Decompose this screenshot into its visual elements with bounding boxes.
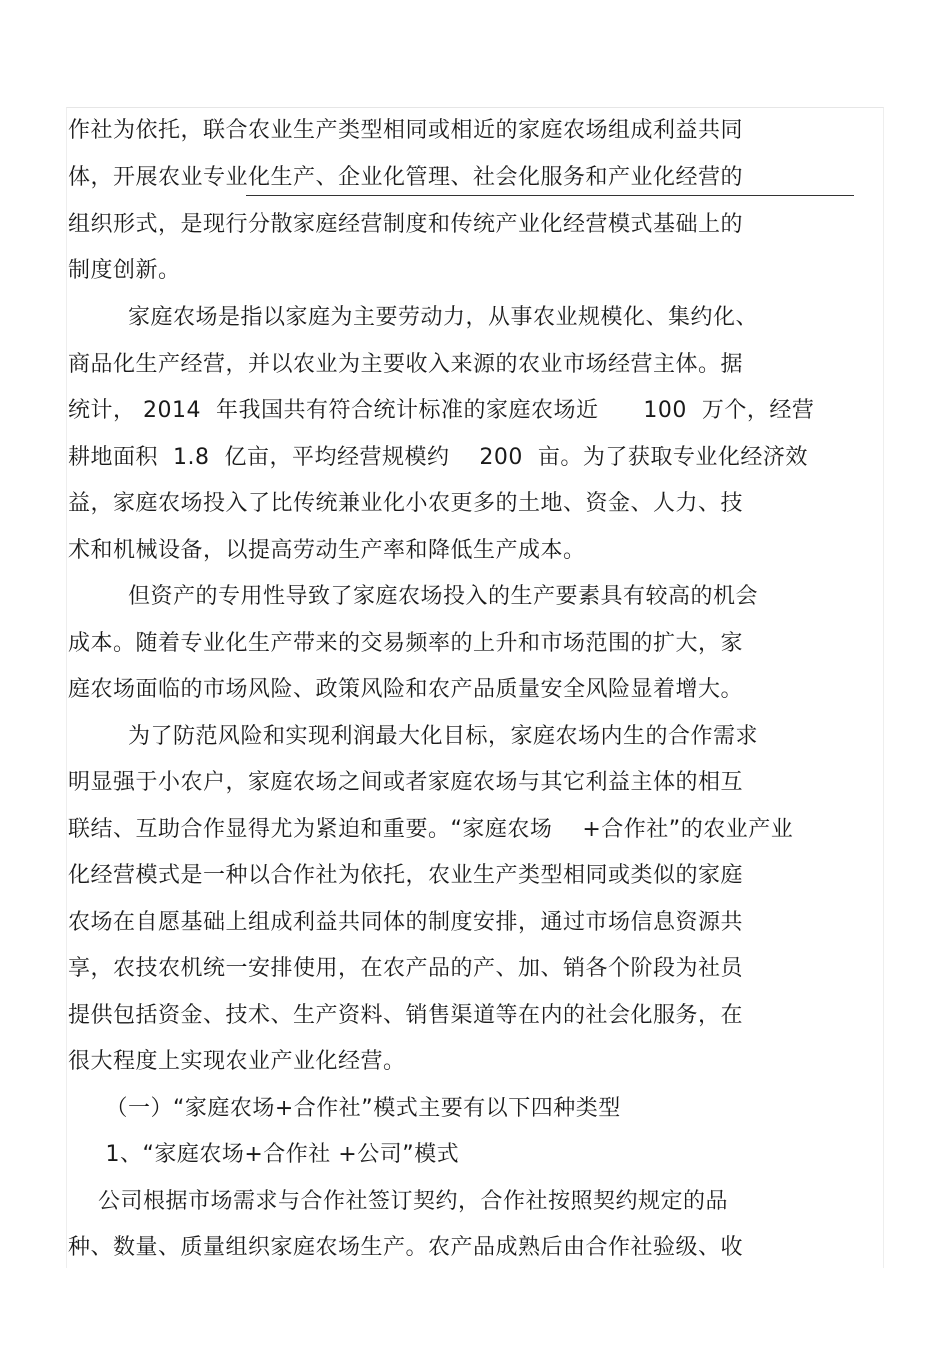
text-line: 制度创新。 [68,258,181,283]
text-line: 益，家庭农场投入了比传统兼业化小农更多的土地、资金、人力、技 [68,491,744,516]
text-line: 成本。随着专业化生产带来的交易频率的上升和市场范围的扩大，家 [68,631,744,656]
text-line: 统计， 2014 年我国共有符合统计标准的家庭农场近 100 万个，经营 [68,398,815,423]
text-line: 种、数量、质量组织家庭农场生产。农产品成熟后由合作社验级、收 [68,1235,744,1260]
text-line: 体，开展农业专业化生产、企业化管理、社会化服务和产业化经营的 [68,165,744,190]
text-line: 术和机械设备，以提高劳动生产率和降低生产成本。 [68,538,586,563]
section-heading: （一）“家庭农场+合作社”模式主要有以下四种类型 [68,1096,621,1121]
text-line: 家庭农场是指以家庭为主要劳动力，从事农业规模化、集约化、 [68,305,758,330]
text-line: 组织形式，是现行分散家庭经营制度和传统产业化经营模式基础上的 [68,212,744,237]
text-line: 化经营模式是一种以合作社为依托，农业生产类型相同或类似的家庭 [68,863,744,888]
text-line: 为了防范风险和实现利润最大化目标，家庭农场内生的合作需求 [68,724,758,749]
text-line: 庭农场面临的市场风险、政策风险和农产品质量安全风险显着增大。 [68,677,744,702]
text-line: 公司根据市场需求与合作社签订契约，合作社按照契约规定的品 [68,1189,728,1214]
underline-rule [246,195,854,196]
text-line: 联结、互助合作显得尤为紧迫和重要。“家庭农场 +合作社”的农业产业 [68,817,794,842]
text-line: 商品化生产经营，并以农业为主要收入来源的农业市场经营主体。据 [68,352,744,377]
text-line: 明显强于小农户，家庭农场之间或者家庭农场与其它利益主体的相互 [68,770,744,795]
subsection-heading: 1、“家庭农场+合作社 +公司”模式 [68,1142,460,1167]
text-line: 耕地面积 1.8 亿亩，平均经营规模约 200 亩。为了获取专业化经济效 [68,445,808,470]
text-line: 提供包括资金、技术、生产资料、销售渠道等在内的社会化服务，在 [68,1003,744,1028]
text-line: 很大程度上实现农业产业化经营。 [68,1049,406,1074]
text-line: 作社为依托，联合农业生产类型相同或相近的家庭农场组成利益共同 [68,118,744,143]
text-line: 但资产的专用性导致了家庭农场投入的生产要素具有较高的机会 [68,584,758,609]
text-line: 享，农技农机统一安排使用，在农产品的产、加、销各个阶段为社员 [68,956,744,981]
text-line: 农场在自愿基础上组成利益共同体的制度安排，通过市场信息资源共 [68,910,744,935]
